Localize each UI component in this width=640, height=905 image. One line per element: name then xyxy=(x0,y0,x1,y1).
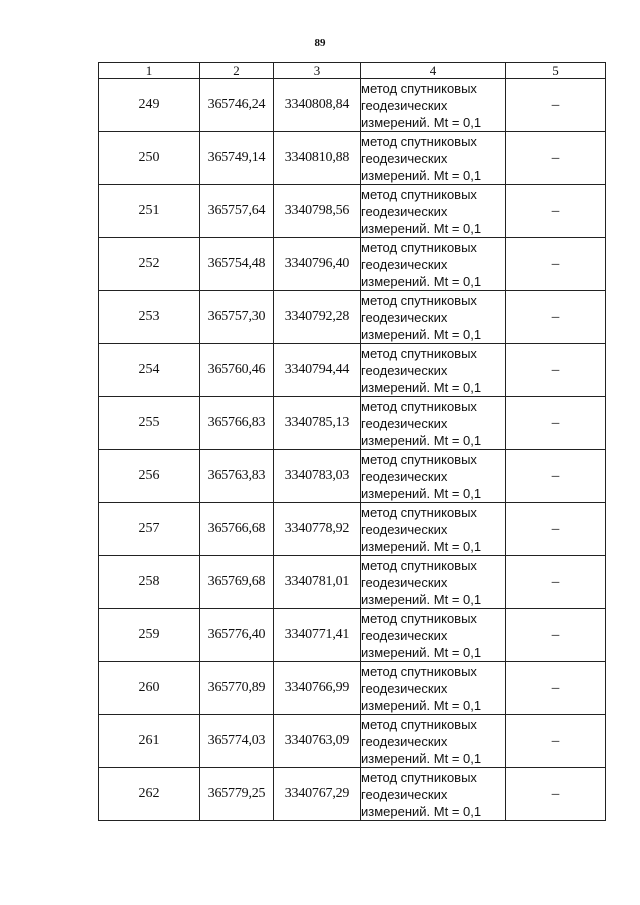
table-row xyxy=(99,397,606,450)
x-coordinate-cell: 365776,40 xyxy=(200,609,274,662)
note-cell: – xyxy=(506,609,606,662)
method-line: геодезических xyxy=(361,415,448,431)
method-cell xyxy=(361,450,506,503)
point-number-cell: 249 xyxy=(99,79,200,132)
method-line: геодезических xyxy=(361,786,448,802)
y-coordinate-cell: 3340785,13 xyxy=(274,397,361,450)
note-cell: – xyxy=(506,768,606,821)
method-line: геодезических xyxy=(361,150,448,166)
table-row xyxy=(99,132,606,185)
point-number-cell: 251 xyxy=(99,185,200,238)
point-number-cell: 256 xyxy=(99,450,200,503)
table-row xyxy=(99,344,606,397)
method-line: метод спутниковых xyxy=(361,716,477,732)
y-coordinate-cell: 3340767,29 xyxy=(274,768,361,821)
x-coordinate-cell: 365746,24 xyxy=(200,79,274,132)
x-coordinate-cell: 365774,03 xyxy=(200,715,274,768)
method-line: измерений. Mt = 0,1 xyxy=(361,220,482,236)
method-line: измерений. Mt = 0,1 xyxy=(361,485,482,501)
y-coordinate-cell: 3340778,92 xyxy=(274,503,361,556)
method-line: измерений. Mt = 0,1 xyxy=(361,591,482,607)
header-cell-5: 5 xyxy=(506,63,606,79)
method-line: измерений. Mt = 0,1 xyxy=(361,326,482,342)
method-cell xyxy=(361,715,506,768)
method-line: метод спутниковых xyxy=(361,451,477,467)
note-cell: – xyxy=(506,662,606,715)
y-coordinate-cell: 3340783,03 xyxy=(274,450,361,503)
y-coordinate-cell: 3340771,41 xyxy=(274,609,361,662)
method-cell xyxy=(361,238,506,291)
point-number-cell: 255 xyxy=(99,397,200,450)
method-line: геодезических xyxy=(361,97,448,113)
method-line: измерений. Mt = 0,1 xyxy=(361,697,482,713)
x-coordinate-cell: 365763,83 xyxy=(200,450,274,503)
method-line: измерений. Mt = 0,1 xyxy=(361,750,482,766)
method-line: метод спутниковых xyxy=(361,769,477,785)
page-number: 89 xyxy=(314,37,326,49)
point-number-cell: 262 xyxy=(99,768,200,821)
method-line: измерений. Mt = 0,1 xyxy=(361,803,482,819)
method-cell xyxy=(361,185,506,238)
method-line: метод спутниковых xyxy=(361,663,477,679)
header-cell-3: 3 xyxy=(274,63,361,79)
point-number-cell: 250 xyxy=(99,132,200,185)
x-coordinate-cell: 365770,89 xyxy=(200,662,274,715)
method-cell xyxy=(361,291,506,344)
method-line: геодезических xyxy=(361,521,448,537)
method-line: измерений. Mt = 0,1 xyxy=(361,432,482,448)
table-header-row xyxy=(99,63,606,79)
method-line: метод спутниковых xyxy=(361,80,477,96)
note-cell: – xyxy=(506,503,606,556)
method-cell xyxy=(361,503,506,556)
method-line: метод спутниковых xyxy=(361,345,477,361)
method-line: измерений. Mt = 0,1 xyxy=(361,273,482,289)
method-line: измерений. Mt = 0,1 xyxy=(361,538,482,554)
table-row xyxy=(99,238,606,291)
header-cell-2: 2 xyxy=(200,63,274,79)
point-number-cell: 254 xyxy=(99,344,200,397)
method-cell xyxy=(361,79,506,132)
point-number-cell: 261 xyxy=(99,715,200,768)
method-line: измерений. Mt = 0,1 xyxy=(361,114,482,130)
y-coordinate-cell: 3340794,44 xyxy=(274,344,361,397)
x-coordinate-cell: 365757,64 xyxy=(200,185,274,238)
method-line: геодезических xyxy=(361,256,448,272)
x-coordinate-cell: 365769,68 xyxy=(200,556,274,609)
table-row xyxy=(99,609,606,662)
method-cell xyxy=(361,609,506,662)
point-number-cell: 252 xyxy=(99,238,200,291)
method-line: геодезических xyxy=(361,468,448,484)
note-cell: – xyxy=(506,715,606,768)
method-cell xyxy=(361,344,506,397)
x-coordinate-cell: 365766,83 xyxy=(200,397,274,450)
table-row xyxy=(99,450,606,503)
header-cell-4: 4 xyxy=(361,63,506,79)
method-cell xyxy=(361,132,506,185)
note-cell: – xyxy=(506,344,606,397)
method-cell xyxy=(361,662,506,715)
point-number-cell: 253 xyxy=(99,291,200,344)
method-line: метод спутниковых xyxy=(361,186,477,202)
x-coordinate-cell: 365749,14 xyxy=(200,132,274,185)
point-number-cell: 260 xyxy=(99,662,200,715)
note-cell: – xyxy=(506,397,606,450)
y-coordinate-cell: 3340792,28 xyxy=(274,291,361,344)
method-line: метод спутниковых xyxy=(361,504,477,520)
y-coordinate-cell: 3340798,56 xyxy=(274,185,361,238)
method-line: метод спутниковых xyxy=(361,557,477,573)
note-cell: – xyxy=(506,238,606,291)
coordinates-table xyxy=(98,62,606,821)
x-coordinate-cell: 365757,30 xyxy=(200,291,274,344)
table-row xyxy=(99,715,606,768)
method-line: метод спутниковых xyxy=(361,133,477,149)
y-coordinate-cell: 3340781,01 xyxy=(274,556,361,609)
method-line: метод спутниковых xyxy=(361,610,477,626)
note-cell: – xyxy=(506,450,606,503)
point-number-cell: 258 xyxy=(99,556,200,609)
table-row xyxy=(99,768,606,821)
method-line: измерений. Mt = 0,1 xyxy=(361,167,482,183)
note-cell: – xyxy=(506,185,606,238)
method-cell xyxy=(361,556,506,609)
method-cell xyxy=(361,768,506,821)
note-cell: – xyxy=(506,556,606,609)
table-body xyxy=(99,79,606,821)
table-row xyxy=(99,185,606,238)
method-line: геодезических xyxy=(361,574,448,590)
method-line: геодезических xyxy=(361,362,448,378)
y-coordinate-cell: 3340810,88 xyxy=(274,132,361,185)
method-line: измерений. Mt = 0,1 xyxy=(361,644,482,660)
y-coordinate-cell: 3340808,84 xyxy=(274,79,361,132)
method-line: метод спутниковых xyxy=(361,239,477,255)
x-coordinate-cell: 365760,46 xyxy=(200,344,274,397)
table-row xyxy=(99,662,606,715)
point-number-cell: 259 xyxy=(99,609,200,662)
x-coordinate-cell: 365779,25 xyxy=(200,768,274,821)
header-cell-1: 1 xyxy=(99,63,200,79)
note-cell: – xyxy=(506,132,606,185)
table-row xyxy=(99,503,606,556)
table-row xyxy=(99,79,606,132)
y-coordinate-cell: 3340766,99 xyxy=(274,662,361,715)
x-coordinate-cell: 365766,68 xyxy=(200,503,274,556)
method-line: метод спутниковых xyxy=(361,292,477,308)
method-line: измерений. Mt = 0,1 xyxy=(361,379,482,395)
method-line: геодезических xyxy=(361,680,448,696)
table-row xyxy=(99,291,606,344)
x-coordinate-cell: 365754,48 xyxy=(200,238,274,291)
method-line: геодезических xyxy=(361,627,448,643)
table-row xyxy=(99,556,606,609)
note-cell: – xyxy=(506,291,606,344)
note-cell: – xyxy=(506,79,606,132)
y-coordinate-cell: 3340796,40 xyxy=(274,238,361,291)
method-line: геодезических xyxy=(361,203,448,219)
method-line: метод спутниковых xyxy=(361,398,477,414)
point-number-cell: 257 xyxy=(99,503,200,556)
method-cell xyxy=(361,397,506,450)
method-line: геодезических xyxy=(361,309,448,325)
method-line: геодезических xyxy=(361,733,448,749)
y-coordinate-cell: 3340763,09 xyxy=(274,715,361,768)
